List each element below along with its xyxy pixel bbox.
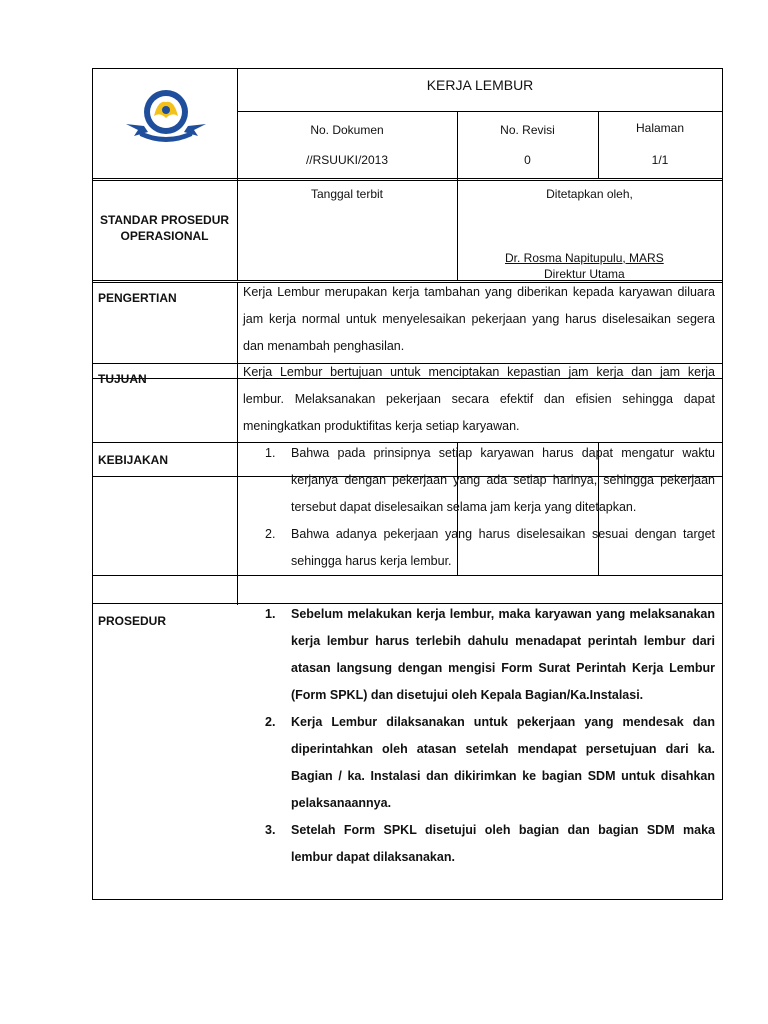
outer-border-top: [92, 68, 723, 69]
prosedur-list: [241, 601, 715, 871]
list-text: Kerja Lembur dilaksanakan untuk pekerjaan yang mendesak dan diperintahkan oleh atasan setelah mendapat persetujuan dari ka. Bagian / ka. Instalasi dan dikirimkan ke bagian SDM untuk disahkan pelaksanaannya.: [291, 715, 715, 810]
section-label-prosedur: PROSEDUR: [98, 614, 167, 628]
list-number: 2.: [265, 715, 276, 729]
header-bottom-line-2: [92, 180, 723, 181]
label-col-divider: [237, 282, 238, 605]
sop-label-line2: OPERASIONAL: [120, 229, 209, 243]
list-item: [241, 521, 715, 575]
list-item: [241, 817, 715, 871]
signatory-name: Dr. Rosma Napitupulu, MARS: [505, 251, 664, 265]
page-value: 1/1: [651, 153, 669, 167]
revision-value: 0: [524, 153, 531, 167]
list-number: 3.: [265, 823, 276, 837]
section-label-pengertian: PENGERTIAN: [98, 291, 177, 305]
revision-label: No. Revisi: [500, 123, 555, 137]
kebijakan-list: [241, 440, 715, 575]
document-title: KERJA LEMBUR: [426, 77, 534, 93]
list-text: Setelah Form SPKL disetujui oleh bagian dan bagian SDM maka lembur dapat dilaksanakan.: [291, 823, 715, 864]
list-text: Sebelum melakukan kerja lembur, maka karyawan yang melaksanakan kerja lembur harus terlebih dahulu menadapat perintah lembur dari atasan langsung dengan mengisi Form Surat Perintah Kerja Lembur (Form SPKL) dan disetujui oleh Kepala Bagian/Ka.Instalasi.: [291, 607, 715, 702]
issue-date-label: Tanggal terbit: [310, 187, 384, 201]
list-text: Bahwa adanya pekerjaan yang harus diselesaikan sesuai dengan target sehingga harus kerja lembur.: [291, 527, 715, 568]
outer-border-right: [722, 68, 723, 900]
list-item: [241, 709, 715, 817]
doc-number-value: //RSUUKI/2013: [305, 153, 389, 167]
kebijakan-inner-left: [92, 476, 93, 576]
list-number: 1.: [265, 446, 276, 460]
pengertian-text: Kerja Lembur merupakan kerja tambahan yang diberikan kepada karyawan diluara jam kerja normal untuk menyelesaikan pekerjaan yang harus diselesaikan segera dan menambah penghasilan.: [243, 285, 715, 353]
list-item: [241, 440, 715, 521]
doc-number-label: No. Dokumen: [310, 123, 384, 137]
list-text: Bahwa pada prinsipnya setiap karyawan harus dapat mengatur waktu kerjanya dengan pekerjaan yang ada setiap harinya, sehingga pekerjaan tersebut dapat diselesaikan selama jam kerja yang ditetapkan.: [291, 446, 715, 514]
title-divider: [237, 111, 723, 112]
list-number: 2.: [265, 527, 276, 541]
list-item: [241, 601, 715, 709]
section-label-kebijakan: KEBIJAKAN: [98, 453, 169, 467]
outer-border-bottom: [92, 899, 723, 900]
row-line-kebijakan-end: [92, 575, 723, 576]
signatory-title: Direktur Utama: [544, 267, 625, 281]
header-bottom-line: [92, 178, 723, 179]
list-number: 1.: [265, 607, 276, 621]
section-label-tujuan: TUJUAN: [98, 372, 147, 386]
approved-by-label: Ditetapkan oleh,: [546, 187, 633, 201]
tujuan-text: Kerja Lembur bertujuan untuk menciptakan kepastian jam kerja dan jam kerja lembur. Melaksanakan pekerjaan secara efektif dan efisien sehingga dapat meningkatkan produktifitas kerja setiap karyawan.: [243, 365, 715, 433]
sop-label-line1: STANDAR PROSEDUR: [99, 213, 230, 227]
hospital-logo: [124, 86, 208, 146]
page-label: Halaman: [635, 121, 685, 135]
